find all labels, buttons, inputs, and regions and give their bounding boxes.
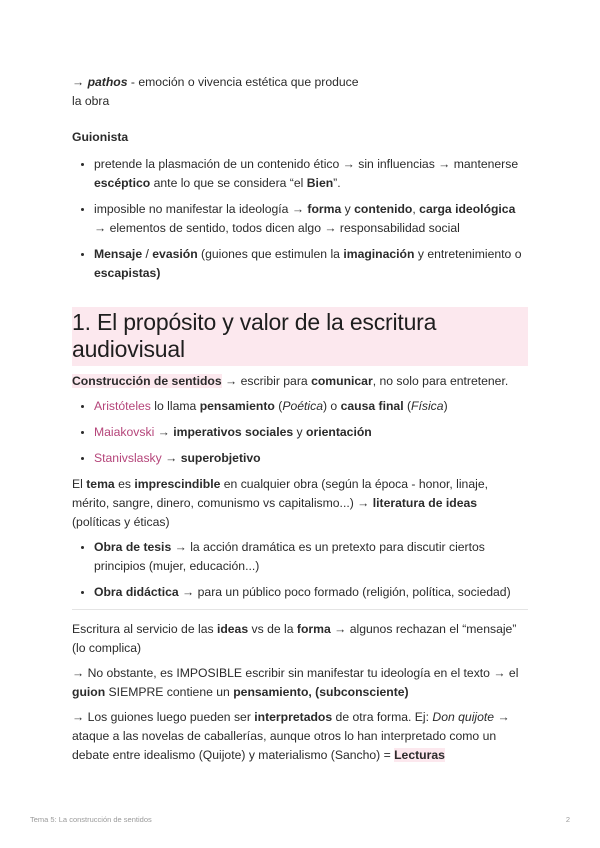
text-run: es: [114, 477, 135, 491]
list-item: [94, 583, 528, 602]
text-run: ”.: [333, 176, 341, 190]
text-run: , no solo para entretener.: [372, 374, 509, 388]
bold-run: comunicar: [311, 374, 373, 388]
text-run: /: [142, 247, 153, 261]
author-name: Stanivslasky: [94, 451, 162, 465]
list-item: [94, 538, 528, 576]
text-run: → Los guiones luego pueden ser: [72, 710, 255, 724]
text-run: (políticas y éticas): [72, 515, 170, 529]
arrow-glyph: →: [72, 75, 88, 89]
text-run: ,: [412, 202, 420, 216]
text-run: y: [293, 425, 307, 439]
author-name: Aristóteles: [94, 399, 151, 413]
bold-run: escéptico: [94, 176, 151, 190]
bold-run: Obra didáctica: [94, 585, 179, 599]
text-run: → No obstante, es IMPOSIBLE escribir sin manifestar tu ideología en el texto → el: [72, 666, 519, 680]
bold-run: escapistas): [94, 266, 161, 280]
text-run: Escritura al servicio de las: [72, 622, 217, 636]
highlighted-term: Lecturas: [394, 748, 445, 762]
bold-run: imprescindible: [134, 477, 221, 491]
text-run: en cualquier obra (según la época - honor, linaje, mérito, sangre, dinero, comunismo vs capitalismo...) →: [72, 477, 488, 510]
bold-run: interpretados: [254, 710, 333, 724]
page-footer: [30, 810, 570, 829]
text-run: (guiones que estimulen la: [197, 247, 344, 261]
text-run: lo llama: [150, 399, 200, 413]
text-run: (: [274, 399, 283, 413]
bold-run: pensamiento: [199, 399, 275, 413]
pathos-desc-line2: la obra: [72, 94, 110, 108]
author-name: Maiakovski: [94, 425, 155, 439]
text-run: ) o: [322, 399, 341, 413]
text-run: (: [403, 399, 412, 413]
bold-run: guion: [72, 685, 106, 699]
text-run: ): [443, 399, 448, 413]
bold-run: evasión: [152, 247, 198, 261]
highlighted-term: Construcción de sentidos: [72, 374, 222, 388]
pathos-desc: - emoción o vivencia estética que produce: [127, 75, 359, 89]
bold-run: pensamiento, (subconsciente): [233, 685, 409, 699]
text-run: y: [341, 202, 355, 216]
footer-title: Tema 5: La construcción de sentidos: [30, 815, 152, 824]
text-run: ante lo que se considera “el: [150, 176, 307, 190]
bold-run: ideas: [216, 622, 249, 636]
guionista-list: [72, 155, 528, 283]
bold-run: forma: [296, 622, 331, 636]
list-item: [94, 155, 528, 193]
bold-run: literatura de ideas: [372, 496, 478, 510]
bold-run: carga ideológica: [419, 202, 516, 216]
page-number: 2: [565, 815, 570, 824]
bold-run: Mensaje: [94, 247, 143, 261]
list-item-aristoteles: [94, 397, 528, 416]
text-run: →: [154, 425, 174, 439]
text-run: →: [161, 451, 181, 465]
obras-list: [72, 538, 528, 602]
bold-run: Obra de tesis: [94, 540, 172, 554]
text-run: vs de la: [248, 622, 297, 636]
tema-paragraph: [72, 475, 528, 532]
guiones-paragraph: [72, 708, 528, 765]
pathos-definition: [72, 73, 528, 111]
bold-run: imperativos sociales: [173, 425, 294, 439]
text-run: y entretenimiento o: [414, 247, 522, 261]
text-run: → ataque a las novelas de caballerías, aunque otros lo han interpretado como un debate entre idealismo (Quijote) y materialismo (Sancho) =: [72, 710, 510, 762]
bold-run: Bien: [306, 176, 334, 190]
pathos-term: pathos: [87, 75, 128, 89]
text-run: El: [72, 477, 87, 491]
text-run: → algunos rechazan el “mensaje” (lo complica): [72, 622, 517, 655]
bold-run: contenido: [354, 202, 413, 216]
page-content: [72, 73, 528, 771]
italic-run: Poética: [282, 399, 323, 413]
text-run: pretende la plasmación de un contenido ético → sin influencias → mantenerse: [94, 157, 519, 171]
bold-run: forma: [307, 202, 342, 216]
text-run: SIEMPRE contiene un: [105, 685, 234, 699]
divider: [72, 609, 528, 610]
bold-run: orientación: [306, 425, 372, 439]
text-run: → elementos de sentido, todos dicen algo → responsabilidad social: [94, 221, 460, 235]
list-item: [94, 200, 528, 238]
list-item-maiakovski: [94, 423, 528, 442]
bold-run: tema: [86, 477, 115, 491]
list-item-stanivslasky: [94, 449, 528, 468]
bold-run: superobjetivo: [180, 451, 261, 465]
italic-run: Física: [411, 399, 444, 413]
section-heading: 1. El propósito y valor de la escritura audiovisual: [72, 307, 528, 366]
text-run: → para un público poco formado (religión, política, sociedad): [178, 585, 511, 599]
noobstante-paragraph: [72, 664, 528, 702]
bold-run: imaginación: [343, 247, 415, 261]
escritura-paragraph: [72, 620, 528, 658]
authors-list: [72, 397, 528, 468]
text-run: de otra forma. Ej:: [332, 710, 433, 724]
text-run: → la acción dramática es un pretexto para discutir ciertos principios (mujer, educación...): [94, 540, 485, 573]
text-run: → escribir para: [221, 374, 312, 388]
text-run: imposible no manifestar la ideología →: [94, 202, 308, 216]
bold-run: causa final: [340, 399, 404, 413]
list-item: [94, 245, 528, 283]
intro-paragraph: [72, 372, 528, 391]
guionista-label: Guionista: [72, 130, 129, 144]
italic-run: Don quijote: [432, 710, 495, 724]
